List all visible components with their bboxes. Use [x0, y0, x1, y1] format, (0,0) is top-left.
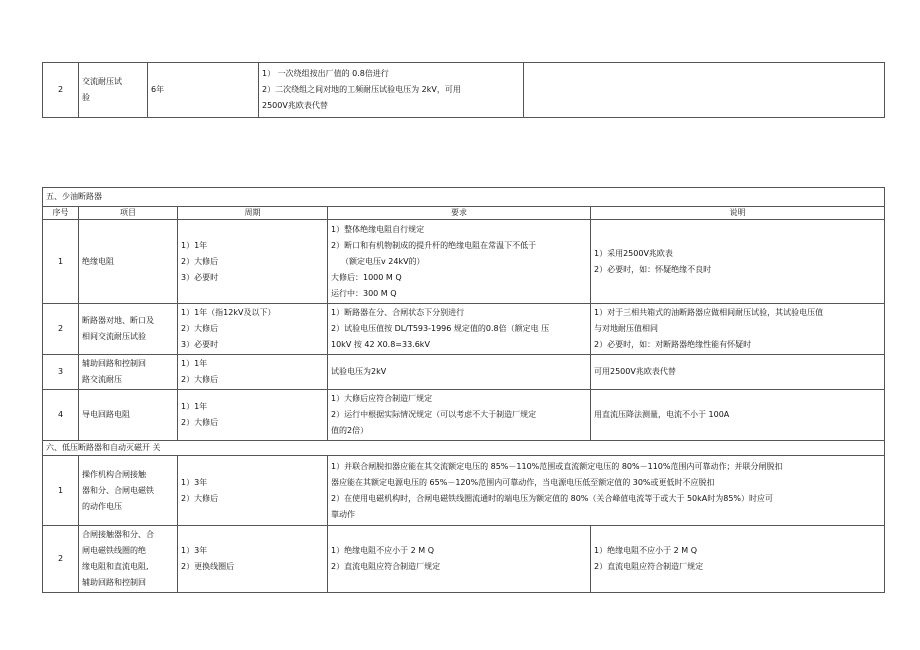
- period-cell: 6年: [148, 63, 259, 118]
- top-table: [42, 62, 885, 118]
- table-row: [43, 390, 885, 441]
- note-cell: [524, 63, 885, 118]
- table-row: [43, 456, 885, 526]
- section-6-title: 六、低压断路器和自动灭磁开 关: [43, 441, 885, 456]
- item-cell: 合闸接触器和分、合 闸电磁铁线圈的绝 缘电阻和直流电阻, 辅助回路和控制回: [79, 526, 178, 593]
- period-cell: 1）1年 2）大修后 3）必要时: [178, 220, 328, 304]
- note-cell: 用直流压降法测量，电流不小于 100A: [591, 390, 885, 441]
- note-cell: 1）对于三相共箱式的油断路器应做相间耐压试验，其试验电压值 与对地耐压值相同 2）必要时，如：对断路器绝缘性能有怀疑时: [591, 304, 885, 355]
- item-cell: 绝缘电阻: [79, 220, 178, 304]
- item-cell: 辅助回路和控制回 路交流耐压: [79, 355, 178, 390]
- header-note: 说明: [591, 207, 885, 220]
- requirement-cell: 1） 一次绕组按出厂值的 0.8倍进行 2）二次绕组之间对地的工频耐压试验电压为 2kV，可用 2500V兆欧表代替: [259, 63, 524, 118]
- table-row: [43, 355, 885, 390]
- seq-cell: 2: [43, 63, 79, 118]
- section-header-row: [43, 441, 885, 456]
- requirement-cell: 1）并联合闸脱扣器应能在其交流额定电压的 85%－110%范围或直流额定电压的 80%－110%范围内可靠动作；并联分闸脱扣 器应能在其额定电源电压的 65%－120%范围内可靠动作，当电源电压低至额定值的 30%或更低时不应脱扣 2）在使用电磁机构时，合闸电磁铁线圈流通时的端电压为额定值的 80%（关合峰值电流等于或大于 50kA时为85%）时应可 靠动作: [328, 456, 885, 526]
- period-cell: 1）1年 2）大修后: [178, 390, 328, 441]
- requirement-cell: 1）大修后应符合制造厂规定 2）运行中根据实际情况规定（可以考虑不大于制造厂规定 值的2倍）: [328, 390, 591, 441]
- seq-cell: 4: [43, 390, 79, 441]
- period-cell: 1）3年 2）大修后: [178, 456, 328, 526]
- period-cell: 1）1年 2）大修后: [178, 355, 328, 390]
- note-cell: 可用2500V兆欧表代替: [591, 355, 885, 390]
- section-5-title: 五、少油断路器: [43, 188, 885, 207]
- item-cell: 操作机构合闸接触 器和分、合闸电磁铁 的动作电压: [79, 456, 178, 526]
- header-item: 项目: [79, 207, 178, 220]
- requirement-cell: 试验电压为2kV: [328, 355, 591, 390]
- table-row: [43, 63, 885, 118]
- seq-cell: 1: [43, 220, 79, 304]
- note-cell: 1）采用2500V兆欧表 2）必要时，如：怀疑绝缘不良时: [591, 220, 885, 304]
- table-row: [43, 220, 885, 304]
- header-seq: 序号: [43, 207, 79, 220]
- seq-cell: 3: [43, 355, 79, 390]
- item-cell: 导电回路电阻: [79, 390, 178, 441]
- item-cell: 断路器对地、断口及 相间交流耐压试验: [79, 304, 178, 355]
- seq-cell: 1: [43, 456, 79, 526]
- note-cell: 1）绝缘电阻不应小于 2 M Q 2）直流电阻应符合制造厂规定: [591, 526, 885, 593]
- section-header-row: [43, 188, 885, 207]
- period-cell: 1）1年（指12kV及以下） 2）大修后 3）必要时: [178, 304, 328, 355]
- requirement-cell: 1）断路器在分、合闸状态下分别进行 2）试验电压值按 DL/T593-1996 规定值的0.8倍（额定电 压 10kV 按 42 X0.8=33.6kV: [328, 304, 591, 355]
- seq-cell: 2: [43, 526, 79, 593]
- column-header-row: [43, 207, 885, 220]
- seq-cell: 2: [43, 304, 79, 355]
- requirement-cell: 1）整体绝缘电阻自行规定 2）断口和有机物制成的提升杆的绝缘电阻在常温下不低于 （额定电压v 24kV的） 大修后：1000 M Q 运行中：300 M Q: [328, 220, 591, 304]
- table-row: [43, 304, 885, 355]
- item-cell: 交流耐压试 验: [79, 63, 148, 118]
- header-requirement: 要求: [328, 207, 591, 220]
- requirement-cell: 1）绝缘电阻不应小于 2 M Q 2）直流电阻应符合制造厂规定: [328, 526, 591, 593]
- period-cell: 1）3年 2）更换线圈后: [178, 526, 328, 593]
- table-row: [43, 526, 885, 593]
- main-table: [42, 187, 885, 593]
- header-period: 周期: [178, 207, 328, 220]
